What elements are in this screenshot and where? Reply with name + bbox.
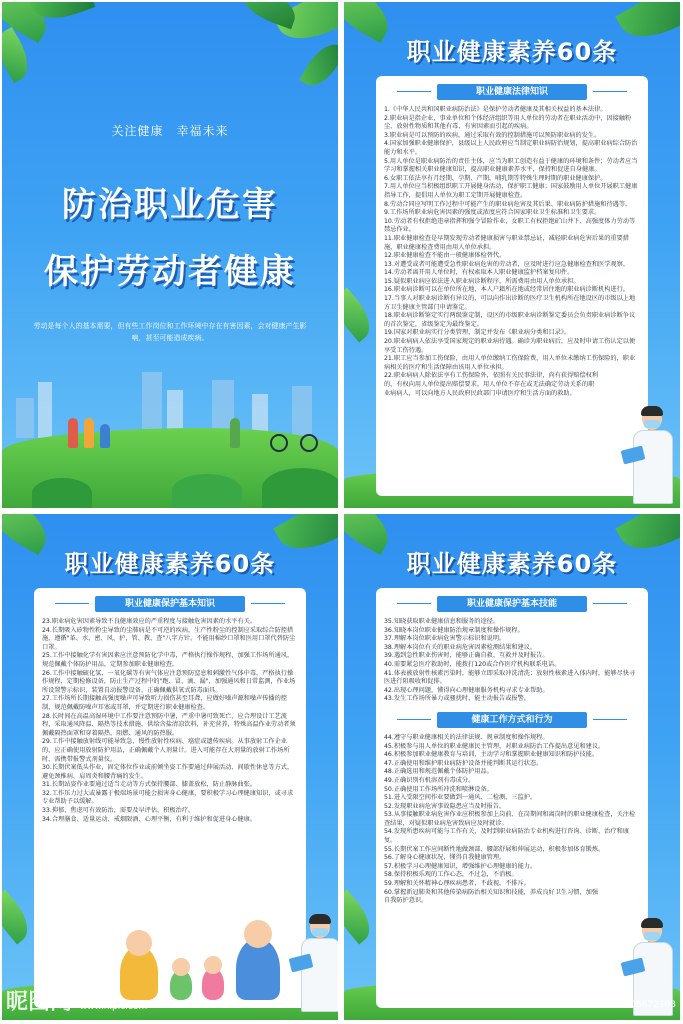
building xyxy=(292,386,312,438)
building xyxy=(16,398,34,438)
list-item: 1.《中华人民共和国职业病防治法》是保护劳动者健康及其相关权益的基本法律。 xyxy=(384,106,607,113)
item-list xyxy=(376,734,648,906)
list-item: 14.劳动者离开用人单位时，有权索取本人职业健康监护档案复印件。 xyxy=(384,269,574,277)
list-item: 34.合理膳食、适量运动、戒烟限酒、心理平衡，有利于维护和促进身心健康。 xyxy=(42,815,257,823)
list-item: 43.发生工作场所暴力或骚扰时，能主动报告或报警。 xyxy=(384,695,530,703)
list-item: 40.需要紧急医疗救助时，能拨打120或合作医疗机构联系电话。 xyxy=(384,660,561,668)
list-item: 48.正确选用和规范佩戴个体防护用品。 xyxy=(384,768,493,776)
content-card xyxy=(376,588,648,1008)
list-item: 49.正确识别有机溶剂有毒成分。 xyxy=(384,776,475,784)
list-item: 4.国家加强职业健康保护，县级以上人民政府应当制定职业病防治规划，提高职业病综合防治能力和水平。 xyxy=(384,140,638,156)
list-item: 7.用人单位应当积极组织职工开展健身活动，保护职工健康；国家鼓励用人单位开展职工健康指导工作，提倡用人单位为职工定期开展健康检查。 xyxy=(384,183,638,199)
leaf-decoration xyxy=(344,287,379,342)
cover-slogan: 关注健康 幸福未来 xyxy=(111,124,229,138)
bicycle-icon xyxy=(270,434,318,452)
list-item: 3.职业病是可以预防的疾病，通过采取有效的控制措施可以预防职业病的发生。 xyxy=(384,131,601,139)
list-item: 55.长期伏案工作应间断性地做颈部、腰部舒展和伸展运动，积极参加体育锻炼。 xyxy=(384,845,605,853)
poster-title: 职业健康素养60条 xyxy=(406,38,618,66)
person-figure xyxy=(84,418,94,448)
child-figure xyxy=(170,970,192,1000)
list-item: 42.出现心理问题，懂得向心理健康服务机构寻求专业帮助。 xyxy=(384,686,549,694)
cover-title-line1: 防治职业危害 xyxy=(62,185,278,225)
cover-title-line2: 保护劳动者健康 xyxy=(44,252,296,292)
content-card xyxy=(34,588,306,1008)
list-item: 58.保持积极乐观的工作心态，不过急，不消极。 xyxy=(384,871,518,879)
list-item: 5.用人单位是职业病防治的责任主体，应当为职工创造有益于健康的环境和条件；劳动者应当学习和掌握相关职业健康知识，提高职业健康素养水平，保持和促进自身健康。 xyxy=(384,157,638,174)
section-heading: 职业健康保护基本知识 xyxy=(95,596,245,612)
person-figure xyxy=(230,418,240,448)
poster-protection-knowledge xyxy=(2,514,338,1020)
bush xyxy=(172,474,242,508)
list-item: 21.职工应当参加工伤保险，由用人单位缴纳工伤保险费，用人单位未缴纳工伤保险的，职业病相关的医疗和生活保障由该用人单位承担。 xyxy=(384,355,636,371)
content-card xyxy=(376,76,648,496)
list-item: 29.工作中接触放射线可能导致急、慢性放射性疾病、癌症或遗传疾病。从事放射工作企业的，应正确使用放射防护用品，正确佩戴个人剂量计。进入可能存在大剂量的放射工作场所时，需携带报警式剂量仪。 xyxy=(42,738,290,763)
parent-figure xyxy=(236,938,280,1000)
list-item: 31.长期站姿作业要通过适当走动等方式保持腰部、膝盖放松，防止静脉曲张。 xyxy=(42,781,257,789)
list-item: 36.知晓本岗位职业健康防治规章制度和操作规程。 xyxy=(384,626,524,634)
child-figure xyxy=(202,968,224,1000)
list-item: 59.理解和关怀精神心理疾病患者，不歧视，不排斥。 xyxy=(384,880,530,888)
bush xyxy=(262,468,338,508)
list-item: 9.工作场所职业病危害因素的强度或浓度应符合国家职业卫生标准和卫生要求。 xyxy=(384,209,601,217)
watermark-logo: 昵图网 www.nipic.com xyxy=(6,990,148,1015)
list-item: 37.理解本岗位职业病危害警示标识和说明。 xyxy=(384,635,506,643)
list-item: 24.长期吸入矽物性粉尘导致的尘肺病是不可逆的疾病，生产性粉尘的控制应采取综合防控措施，遵循"革、水、密、风、护、管、教、查"八字方针。不能用棉纱口罩和医用口罩代替防尘口罩。 xyxy=(42,626,296,651)
section-heading: 健康工作方式和行为 xyxy=(437,712,587,728)
list-item: 17.当事人对职业病诊断有异议的，可以向作出诊断的医疗卫生机构所在地设区的市级以上地方卫生健康主管部门申请鉴定。 xyxy=(384,295,636,311)
leaf-decoration xyxy=(344,889,379,944)
list-item: 23.职业病危害因素导致不良健康效应的严重程度与接触危害因素的水平有关。 xyxy=(42,618,257,625)
list-item: 47.正确使用和维护职业病防护设备并能判断其运行状态。 xyxy=(384,759,543,767)
item-list xyxy=(376,106,648,398)
poster-title: 职业健康素养60条 xyxy=(64,550,276,578)
list-item: 56.了解身心健康状况，懂得自我健康管理。 xyxy=(384,854,506,862)
list-item: 39.遇到急性职业伤害时，能够正确自救、互救并及时报告。 xyxy=(384,652,549,660)
poster-cover xyxy=(2,2,338,508)
list-item: 57.积极学习心理健康知识，增强维护心理健康的能力。 xyxy=(384,862,537,870)
list-item: 46.积极参加职业健康教育与培训，主动学习和掌握职业健康知识和防护技能。 xyxy=(384,751,599,759)
list-item: 53.从事接触职业病危害作业应积极参加上岗前、在岗期间和离岗时的职业健康检查，关注检查结果，对疑似职业病危害致病应及时就诊。 xyxy=(384,811,636,827)
doctor-illustration xyxy=(298,916,338,1012)
poster-law-knowledge xyxy=(344,2,680,508)
list-item: 18.职业病诊断鉴定实行两级鉴定制，设区的市级职业病诊断鉴定委员会负责职业病诊断争议的首次鉴定，省级鉴定为最终鉴定。 xyxy=(384,312,636,328)
list-item: 10.劳动者有权拒绝违章指挥和强令冒险作业，女职工有权拒绝矿山井下、高强度体力劳动等禁忌作业。 xyxy=(384,217,636,234)
list-item: 8.劳动合同应写明工作过程中可能产生的职业病危害及其后果、职业病防护措施和待遇等。 xyxy=(384,200,632,208)
list-item: 28.长时间在高温高湿环境中工作要注意预防中暑，严重中暑可致死亡，应合理设计工艺流程，采取通风降温、隔热等技术措施，供给含盐清凉饮料，补充营养，特殊高温作业劳动者须佩戴隔热面罩和穿着隔热、阻燃、通风的防热服。 xyxy=(42,712,296,737)
list-item: 20.职业病病人依法享受国家规定的职业病待遇。确诊为职业病后，应及时申请工伤认定以便享受工伤待遇。 xyxy=(384,338,636,354)
item-list xyxy=(34,618,306,824)
poster-title: 职业健康素养60条 xyxy=(406,550,618,578)
poster-skills-behavior xyxy=(344,514,680,1020)
list-item: 45.积极参与用人单位的职业健康民主管理，对职业病防治工作提出意见和建议。 xyxy=(384,742,605,750)
list-item: 35.知晓获取职业健康信息和服务的途径。 xyxy=(384,618,500,625)
list-item: 51.进入受限空间作业要做到一通风、二检测、三监护。 xyxy=(384,794,537,802)
list-item: 26.工作中接触硫化氢、一氧化碳等有害气体应注意预防窒息和刺激性气体中毒，严格执行操作规程，定期检修设备，防止生产过程中的"跑、冒、滴、漏"，加强通风和日常监测，作业场所设置警示标识，装置自动报警设备，正确佩戴供氧式防毒面具。 xyxy=(42,669,296,694)
list-item: 19.国家对职业病实行分类管理，制定并发布《职业病分类和目录》。 xyxy=(384,329,571,337)
list-item: 13.对遭受或者可能遭受急性职业病危害的劳动者，应及时进行应急健康检查和医学观察。 xyxy=(384,260,629,268)
list-item: 15.疑似职业病应依法进入职业病诊断程序，所需费用由用人单位承担。 xyxy=(384,277,580,285)
leaf-decoration xyxy=(235,2,302,29)
list-item: 2.职业病是指企业、事业单位和个体经济组织等用人单位的劳动者在职业活动中，因接触粉尘、放射性物质和其他有毒、有害因素而引起的疾病。 xyxy=(384,114,632,131)
list-item: 38.理解本岗位有关的职业病危害因素检测结果和建议。 xyxy=(384,643,537,651)
section-heading: 职业健康法律知识 xyxy=(437,84,587,100)
list-item: 54.发现所患疾病可能与工作有关，及时到职业病防治专业机构进行咨询、诊断、治疗和康复。 xyxy=(384,828,629,845)
list-item: 16.职业病诊断可以在单位所在地、本人户籍所在地或经常居住地的职业病诊断机构进行。 xyxy=(384,286,629,294)
cover-intro-text: 劳动是每个人的基本需要，但有些工作岗位和工作环境中存在有害因素，会对健康产生影响，甚至可能造成疾病。 xyxy=(33,322,307,342)
list-item: 41.体表被放射性核素污染时，能够立即采取冲洗清洗；放射性核素进入体内时，能够尽快寻医进行阻吸收和促排。 xyxy=(384,669,636,686)
list-item: 22.职业病病人除依法享有工伤保险外，依照有关民事法律，尚有获得赔偿权利的，有权向用人单位提出赔偿要求。用人单位不存在或无法确定劳动关系的职业病病人，可以向地方人民政府民政部门申请医疗和生活方面的救助。 xyxy=(384,372,599,397)
doctor-illustration xyxy=(630,408,676,504)
city-park-scene xyxy=(2,368,338,508)
item-list xyxy=(376,618,648,704)
list-item: 6.女职工依法享有月经期、孕期、产期、哺乳期等特殊生理时期的职业健康保护。 xyxy=(384,174,607,182)
section-heading: 职业健康保护基本技能 xyxy=(437,596,587,612)
leaf-decoration xyxy=(2,889,37,944)
person-figure xyxy=(68,418,78,448)
list-item: 27.工作场所长期接触高强度噪声可导致听力损伤甚至耳聋，应做好噪声源和噪声传播的控制，规范佩戴防噪声耳塞或耳罩，并定期进行职业健康检查。 xyxy=(42,695,287,711)
list-item: 11.职业健康检查是早期发现劳动者健康损害与职业禁忌证，减轻职业病危害后果的重要措施，职业健康检查费用由用人单位承担。 xyxy=(384,234,629,251)
list-item: 33.抑郁、焦虑可有效防治，需要及早评估，积极治疗。 xyxy=(42,807,195,815)
list-item: 32.工作压力过大或暴露于极端场景可能会损害身心健康，要积极学习心理健康知识，或寻求专业帮助予以缓解。 xyxy=(42,789,294,806)
list-item: 30.长期伏案低头作业，固定体位作业或前倾坐姿工作要通过伸展活动、间歇性休息等方式，避免颈椎病、肩周炎和腰背痛的发生。 xyxy=(42,764,294,780)
list-item: 25.工作中接触化学有害因素应注意预防化学中毒，严格执行操作规程，加强工作场所通风，规范佩戴个体防护用品，定期参加职业健康检查。 xyxy=(42,652,294,668)
leaf-decoration xyxy=(299,37,338,93)
watermark-id: ID:24095863 NO:20220405205506672103 xyxy=(483,1000,676,1010)
list-item: 52.发现职业病危害事故隐患应当及时报告。 xyxy=(384,802,506,810)
bush xyxy=(32,478,92,508)
building xyxy=(38,382,52,438)
list-item: 44.遵守与职业健康相关的法律法规、规章制度和操作规程。 xyxy=(384,733,549,741)
person-figure xyxy=(100,424,110,448)
list-item: 50.正确使用工作场所冲洗和喷淋设备。 xyxy=(384,785,493,793)
list-item: 12.职业健康检查不能由一般健康体检替代。 xyxy=(384,252,506,260)
list-item: 60.掌握新冠肺炎和其他传染病防治相关知识和技能，养成良好卫生习惯，加强自我防护意识。 xyxy=(384,888,599,905)
